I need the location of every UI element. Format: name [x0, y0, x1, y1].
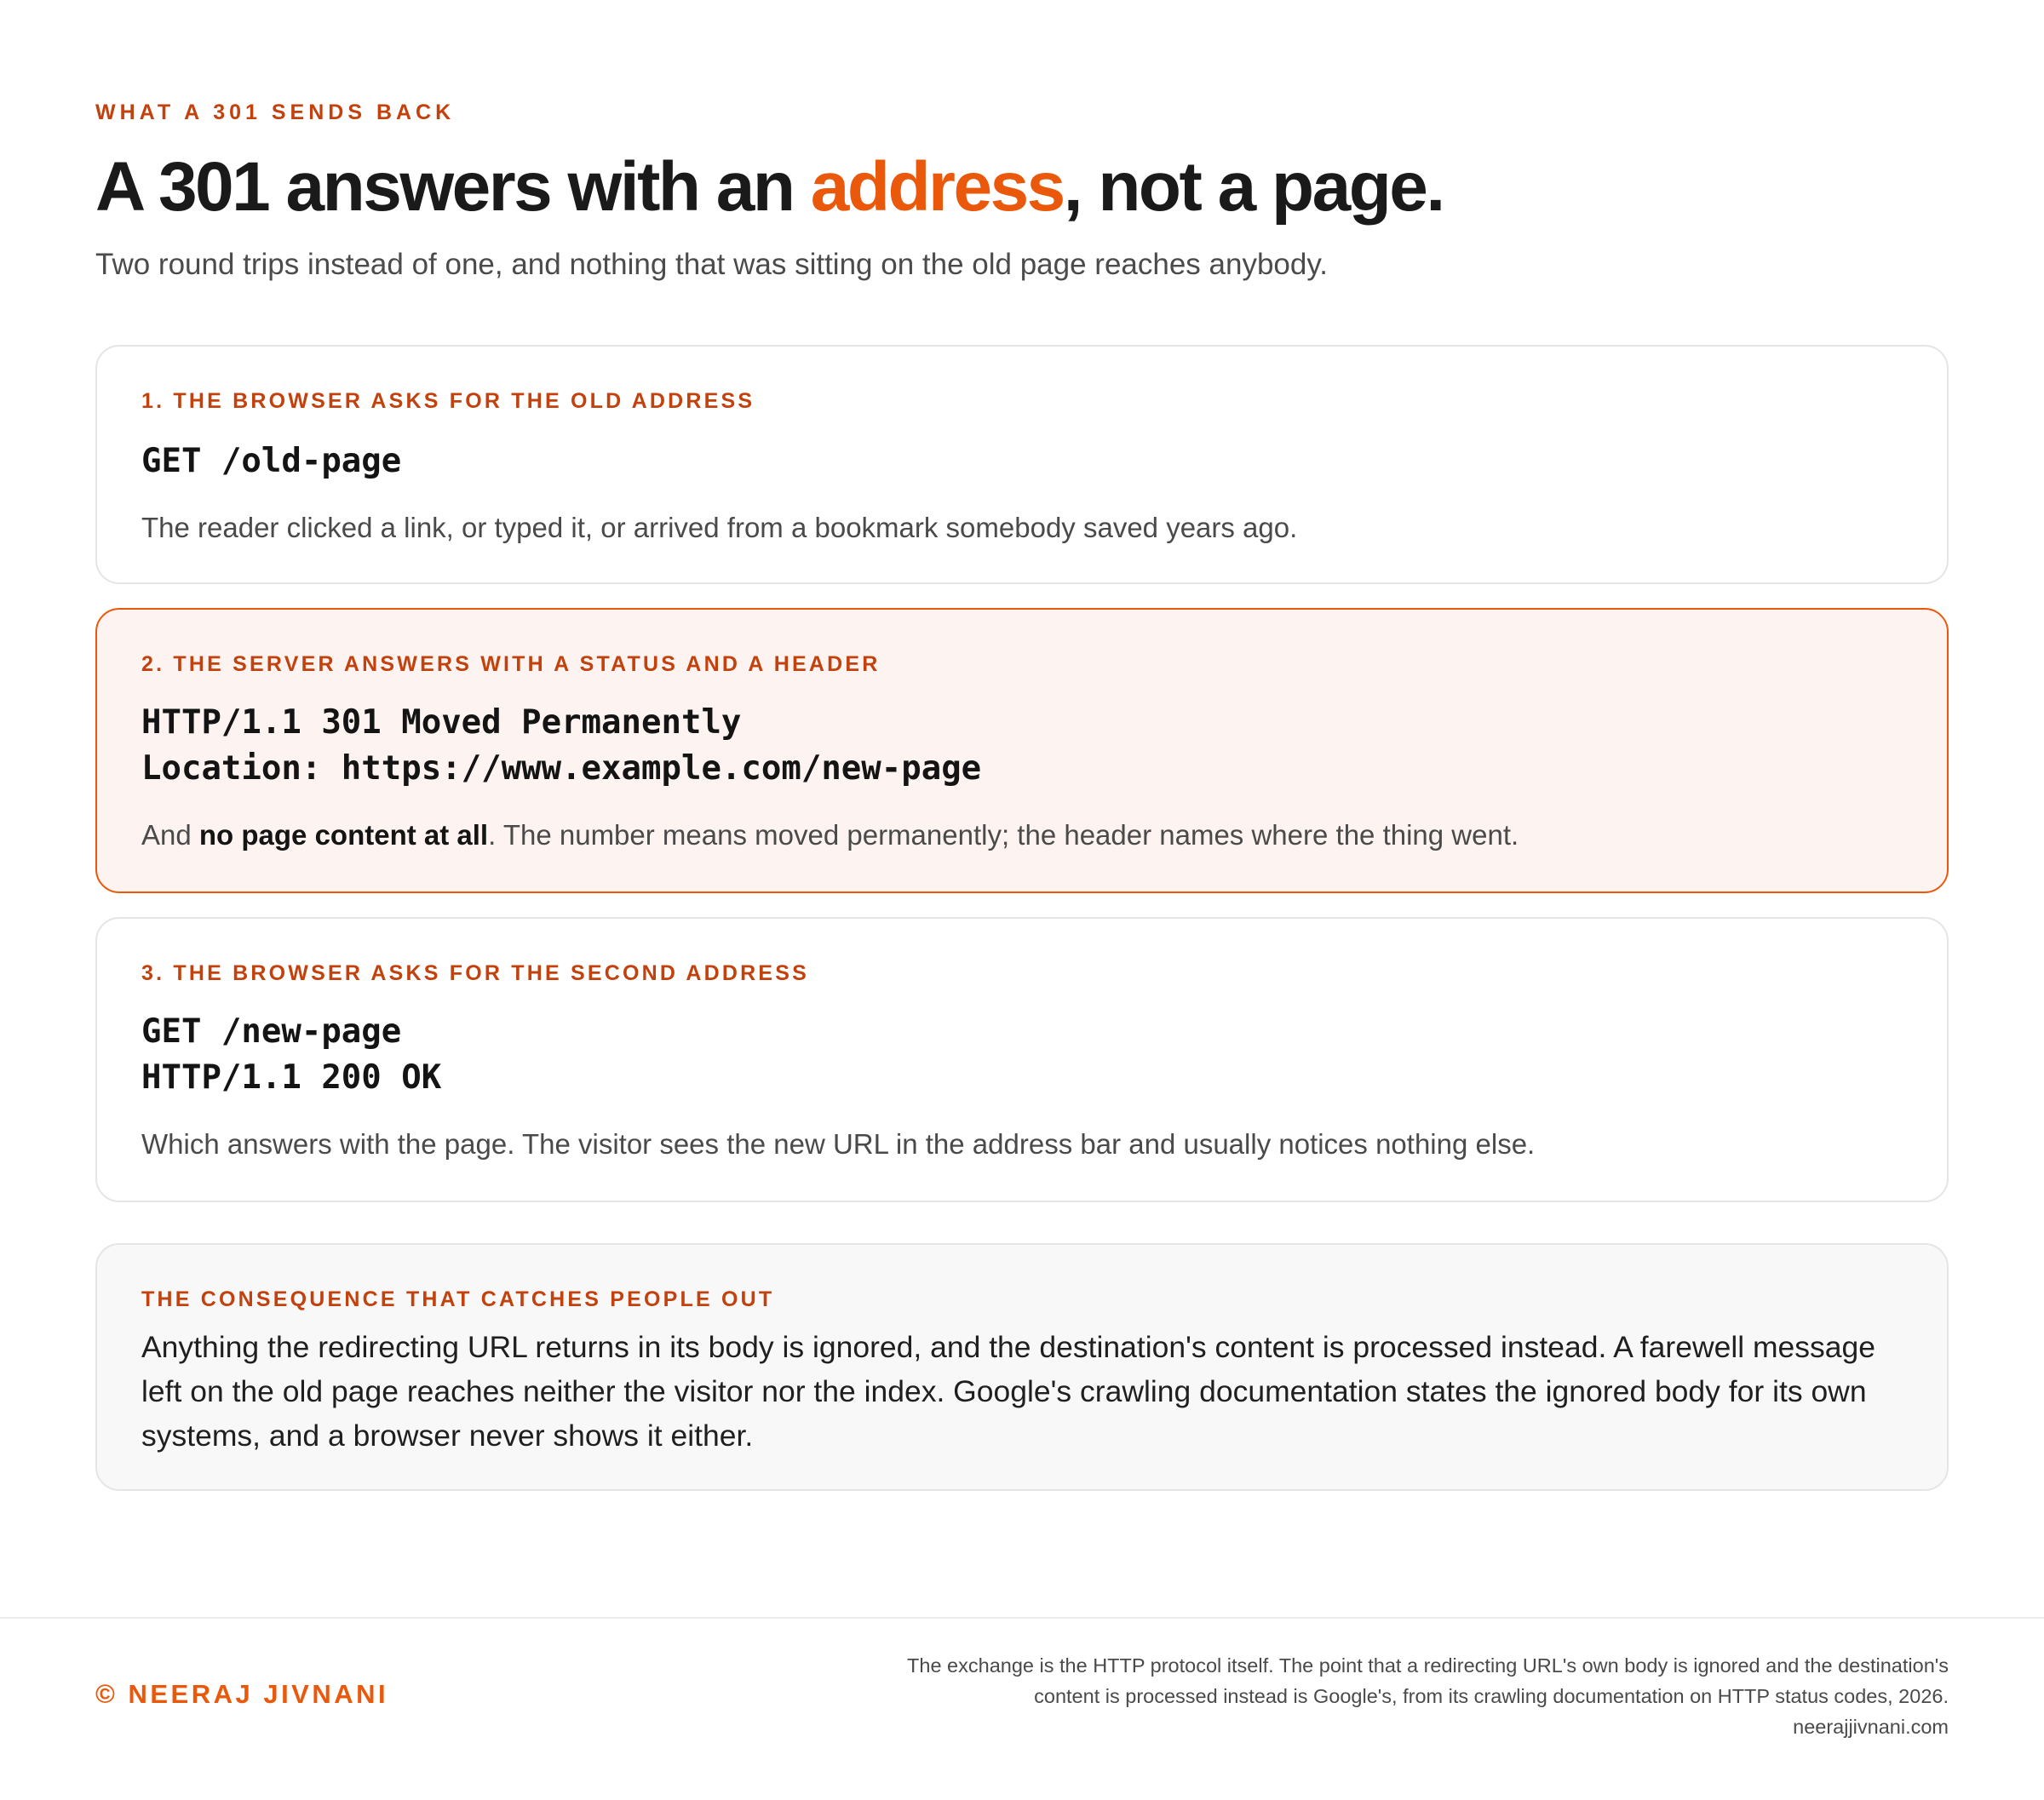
step-label: 3. THE BROWSER ASKS FOR THE SECOND ADDRESS — [141, 961, 809, 985]
footer-note-line: content is processed instead is Google's, from its crawling documentation on HTTP status codes, 2026. — [1034, 1685, 1949, 1707]
step-card-3 — [95, 917, 1949, 1202]
headline-after: , not a page. — [1063, 148, 1444, 226]
step-label: 2. THE SERVER ANSWERS WITH A STATUS AND A HEADER — [141, 652, 881, 676]
subhead: Two round trips instead of one, and nothing that was sitting on the old page reaches anybody. — [95, 248, 1328, 281]
code-line: Location: https://www.example.com/new-page — [141, 749, 982, 788]
description-emphasis: no page content at all — [198, 819, 489, 851]
code-line: HTTP/1.1 200 OK — [141, 1058, 442, 1097]
consequence-text: Anything the redirecting URL returns in its body is ignored, and the destination's content is processed instead. A farewell message left on the old page reaches neither the visitor nor the index. Google's crawling documentation states the ignored body for its own systems, and a browser never shows it either. — [141, 1330, 1876, 1453]
headline-before: A 301 answers with an — [95, 148, 811, 226]
description-text: . The number means moved permanently; the header names where the thing went. — [488, 819, 1519, 851]
footer-brand: © NEERAJ JIVNANI — [95, 1679, 389, 1709]
code-line: HTTP/1.1 301 Moved Permanently — [141, 703, 742, 742]
footer-note-line: The exchange is the HTTP protocol itself. The point that a redirecting URL's own body is ignored and the destination's — [907, 1654, 1949, 1677]
footer-divider — [0, 1617, 2044, 1619]
step-description — [141, 816, 1519, 855]
step-card-2 — [95, 608, 1949, 893]
footer-site-link[interactable]: neerajjivnani.com — [1793, 1716, 1949, 1738]
step-card-1 — [95, 345, 1949, 584]
consequence-card — [95, 1243, 1949, 1491]
consequence-label: THE CONSEQUENCE THAT CATCHES PEOPLE OUT — [141, 1287, 775, 1311]
headline-accent: address — [810, 148, 1064, 226]
kicker: WHAT A 301 SENDS BACK — [95, 100, 456, 124]
step-description: The reader clicked a link, or typed it, or arrived from a bookmark somebody saved years ago. — [141, 512, 1298, 543]
step-description: Which answers with the page. The visitor sees the new URL in the address bar and usually notices nothing else. — [141, 1128, 1536, 1160]
description-text: And — [141, 819, 199, 851]
code-line: GET /old-page — [141, 442, 402, 480]
page-title — [95, 145, 1444, 230]
code-line: GET /new-page — [141, 1012, 402, 1051]
footer-note — [756, 1650, 1949, 1742]
step-label: 1. THE BROWSER ASKS FOR THE OLD ADDRESS — [141, 389, 755, 413]
